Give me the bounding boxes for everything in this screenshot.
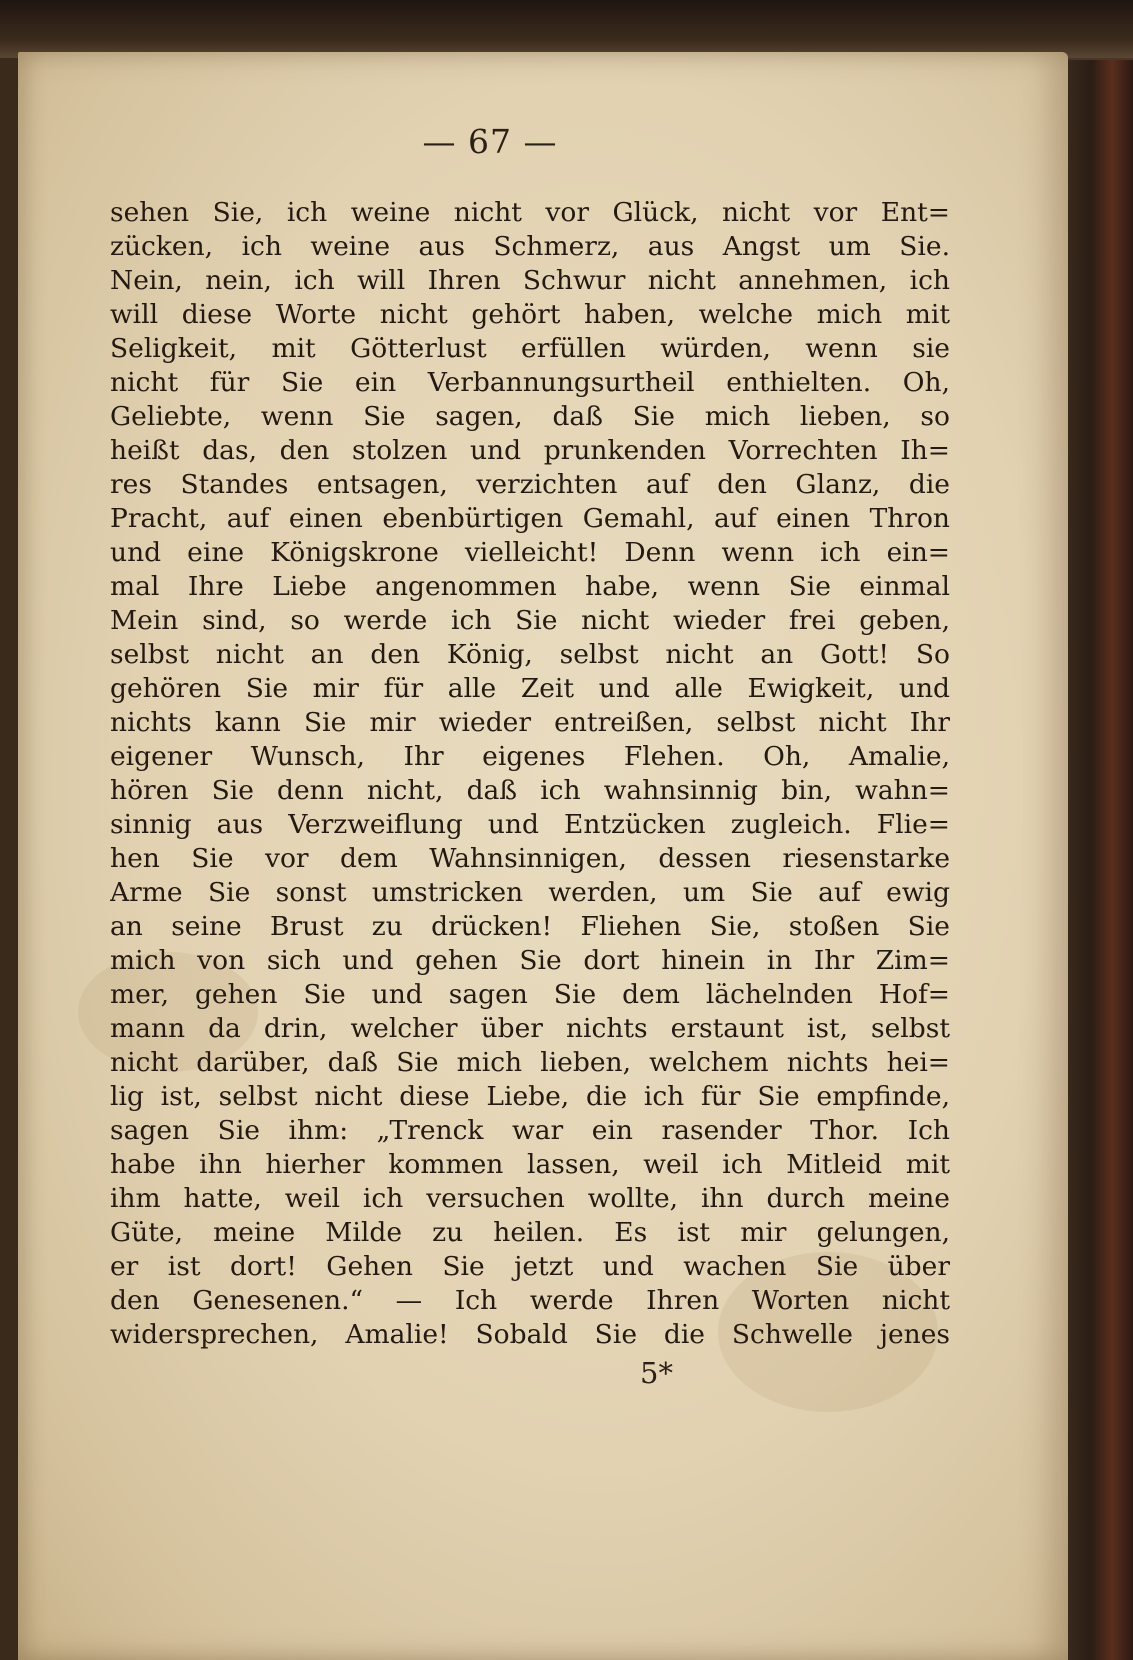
text-line: Nein, nein, ich will Ihren Schwur nicht annehmen, ich <box>110 265 950 296</box>
text-line: Arme Sie sonst umstricken werden, um Sie auf ewig <box>110 877 950 908</box>
text-line: er ist dort! Gehen Sie jetzt und wachen Sie über <box>110 1251 950 1282</box>
text-line: Güte, meine Milde zu heilen. Es ist mir gelungen, <box>110 1217 950 1248</box>
text-line: widersprechen, Amalie! Sobald Sie die Schwelle jenes <box>110 1319 950 1350</box>
text-line: mal Ihre Liebe angenommen habe, wenn Sie einmal <box>110 571 950 602</box>
text-line: sagen Sie ihm: „Trenck war ein rasender Thor. Ich <box>110 1115 950 1146</box>
body-text <box>110 196 950 1352</box>
text-line: Pracht, auf einen ebenbürtigen Gemahl, auf einen Thron <box>110 503 950 534</box>
text-line: Mein sind, so werde ich Sie nicht wieder frei geben, <box>110 605 950 636</box>
text-line: nichts kann Sie mir wieder entreißen, selbst nicht Ihr <box>110 707 950 738</box>
text-line: hören Sie denn nicht, daß ich wahnsinnig bin, wahn= <box>110 775 950 806</box>
text-line: res Standes entsagen, verzichten auf den Glanz, die <box>110 469 950 500</box>
signature-mark: 5* <box>640 1356 673 1390</box>
text-line: Seligkeit, mit Götterlust erfüllen würden, wenn sie <box>110 333 950 364</box>
text-line: mer, gehen Sie und sagen Sie dem lächelnden Hof= <box>110 979 950 1010</box>
text-line: habe ihn hierher kommen lassen, weil ich Mitleid mit <box>110 1149 950 1180</box>
text-line: den Genesenen.“ — Ich werde Ihren Worten nicht <box>110 1285 950 1316</box>
text-line: zücken, ich weine aus Schmerz, aus Angst um Sie. <box>110 231 950 262</box>
text-line: sinnig aus Verzweiflung und Entzücken zugleich. Flie= <box>110 809 950 840</box>
top-binding-edge <box>0 0 1133 58</box>
text-line: sehen Sie, ich weine nicht vor Glück, nicht vor Ent= <box>110 197 950 228</box>
text-line: hen Sie vor dem Wahnsinnigen, dessen riesenstarke <box>110 843 950 874</box>
page-number: — 67 — <box>422 122 558 161</box>
text-line: lig ist, selbst nicht diese Liebe, die ich für Sie empfinde, <box>110 1081 950 1112</box>
text-line: nicht für Sie ein Verbannungsurtheil enthielten. Oh, <box>110 367 950 398</box>
text-line: Geliebte, wenn Sie sagen, daß Sie mich lieben, so <box>110 401 950 432</box>
text-line: gehören Sie mir für alle Zeit und alle Ewigkeit, und <box>110 673 950 704</box>
text-line: mann da drin, welcher über nichts erstaunt ist, selbst <box>110 1013 950 1044</box>
text-line: nicht darüber, daß Sie mich lieben, welchem nichts hei= <box>110 1047 950 1078</box>
text-line: an seine Brust zu drücken! Fliehen Sie, stoßen Sie <box>110 911 950 942</box>
text-line: selbst nicht an den König, selbst nicht an Gott! So <box>110 639 950 670</box>
book-cover-edge <box>1063 60 1133 1660</box>
text-line: heißt das, den stolzen und prunkenden Vorrechten Ih= <box>110 435 950 466</box>
text-line: und eine Königskrone vielleicht! Denn wenn ich ein= <box>110 537 950 568</box>
text-line: mich von sich und gehen Sie dort hinein in Ihr Zim= <box>110 945 950 976</box>
text-line: will diese Worte nicht gehört haben, welche mich mit <box>110 299 950 330</box>
text-line: ihm hatte, weil ich versuchen wollte, ihn durch meine <box>110 1183 950 1214</box>
text-line: eigener Wunsch, Ihr eigenes Flehen. Oh, Amalie, <box>110 741 950 772</box>
